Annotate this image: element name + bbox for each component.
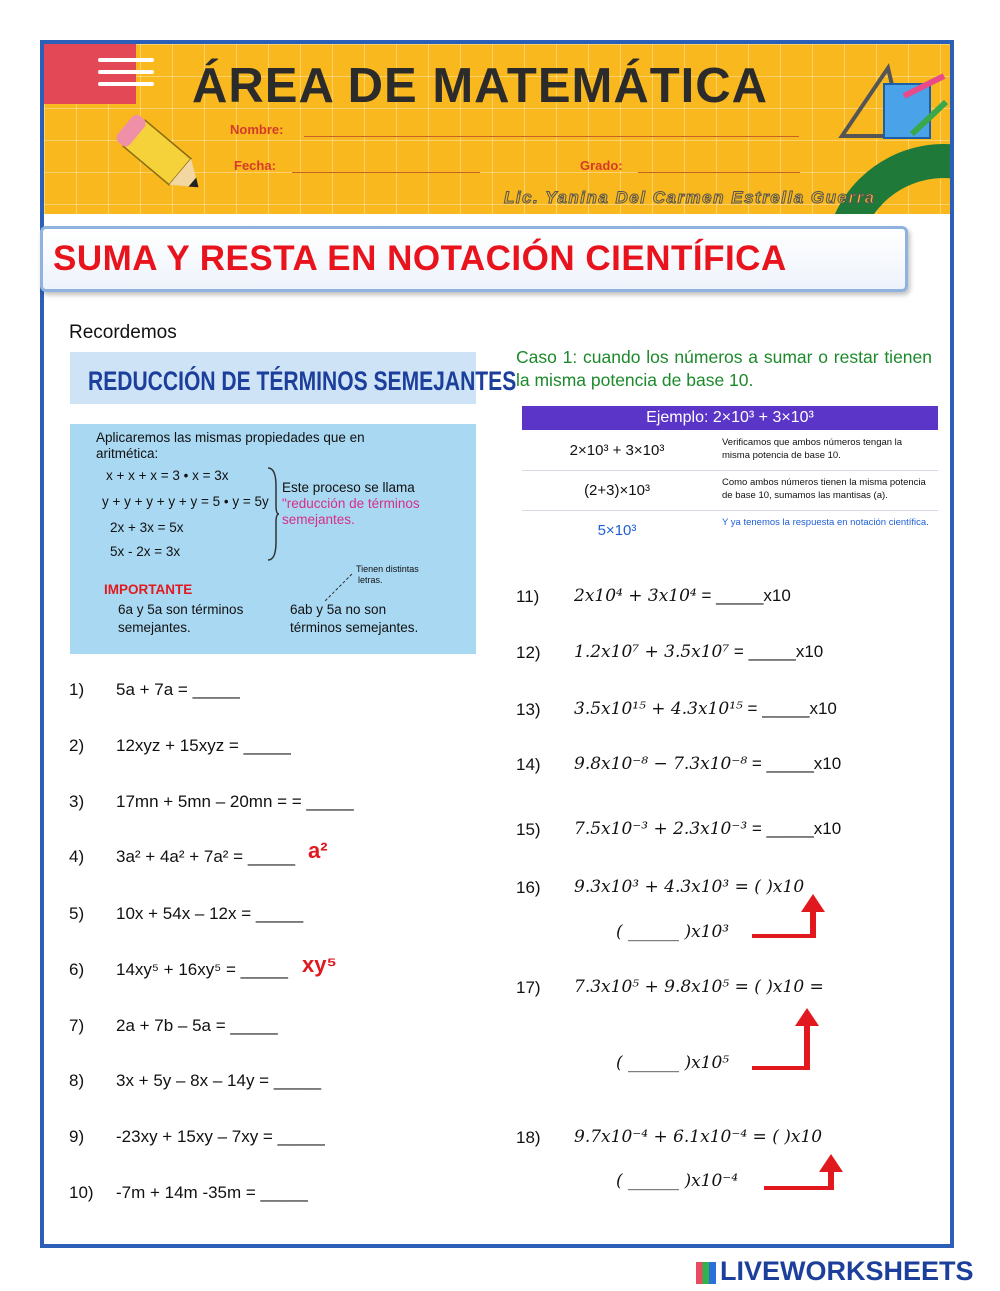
menu-icon[interactable] [98, 58, 154, 62]
grado-label: Grado: [580, 158, 623, 173]
ejemplo-expr: 5×10³ [597, 522, 637, 539]
exercise-5[interactable]: 10x + 54x – 12x = _____ [116, 904, 304, 923]
topic-title: SUMA Y RESTA EN NOTACIÓN CIENTÍFICA [53, 239, 787, 278]
arrow-base [752, 934, 816, 938]
exercise-15[interactable]: 7.5x10⁻³ + 2.3x10⁻³ = _____x10 [574, 819, 842, 839]
importante-label: IMPORTANTE [104, 582, 193, 597]
exercise-12[interactable]: 1.2x10⁷ + 3.5x10⁷ = _____x10 [574, 642, 824, 662]
footer-brand [696, 1256, 974, 1287]
ejemplo-header: Ejemplo: 2×10³ + 3×10³ [522, 406, 938, 430]
exercise-number: 7) [69, 1016, 85, 1035]
exercise-number: 5) [69, 904, 85, 923]
exercise-number: 8) [69, 1071, 85, 1090]
exercise-16-answer[interactable]: ( ______ )x10³ [616, 922, 730, 942]
rule-example-3: 2x + 3x = 5x [110, 520, 184, 535]
reduccion-title-box [70, 352, 517, 404]
ejemplo-note: Verificamos que ambos números tengan la misma potencia de base 10. [722, 437, 903, 461]
exercise-10[interactable]: -7m + 14m -35m = _____ [116, 1183, 308, 1202]
caso-1-text: Caso 1: cuando los números a sumar o restar tienen la misma potencia de base 10. [516, 347, 932, 390]
menu-icon-line [98, 82, 154, 86]
geometry-tools-icon [834, 56, 950, 146]
exercise-13[interactable]: 3.5x10¹⁵ + 4.3x10¹⁵ = _____x10 [574, 699, 837, 719]
arrow-icon [810, 910, 816, 936]
reduccion-rules [70, 424, 476, 654]
exercise-number: 9) [69, 1127, 85, 1146]
exercise-number: 2) [69, 736, 85, 755]
exercise-number: 14) [516, 755, 541, 774]
hint-4: a² [308, 838, 328, 863]
brace-icon [266, 466, 280, 562]
exercise-2[interactable]: 12xyz + 15xyz = _____ [116, 736, 291, 755]
fecha-label: Fecha: [234, 158, 276, 173]
importante-2b: términos semejantes. [290, 620, 419, 635]
exercise-7[interactable]: 2a + 7b – 5a = _____ [116, 1016, 278, 1035]
ejemplo-note: Como ambos números tienen la misma potencia de base 10, sumamos las mantisas (a). [722, 477, 926, 501]
ejemplo-row [522, 432, 938, 471]
exercise-17-answer[interactable]: ( ______ )x10⁵ [616, 1053, 730, 1073]
exercise-number: 6) [69, 960, 85, 979]
exercise-number: 16) [516, 878, 541, 897]
menu-icon-line [98, 70, 154, 74]
ejemplo-expr: 2×10³ + 3×10³ [569, 442, 665, 459]
header [44, 44, 950, 214]
ejemplo-row [522, 472, 938, 511]
nombre-field[interactable] [304, 136, 799, 137]
exercise-17[interactable]: 7.3x10⁵ + 9.8x10⁵ = ( )x10 = [574, 977, 824, 997]
ejemplo-row [522, 512, 938, 550]
rule-example-2: y + y + y + y + y = 5 • y = 5y [102, 494, 269, 509]
rule-intro-2: aritmética: [96, 446, 159, 461]
exercise-9[interactable]: -23xy + 15xy – 7xy = _____ [116, 1127, 325, 1146]
pencil-icon [104, 108, 214, 208]
arrow-base [764, 1186, 834, 1190]
exercise-16[interactable]: 9.3x10³ + 4.3x10³ = ( )x10 [574, 877, 805, 897]
exercise-18-answer[interactable]: ( ______ )x10⁻⁴ [616, 1171, 739, 1191]
arrow-head [819, 1154, 843, 1172]
arrow-icon [804, 1024, 810, 1068]
menu-block[interactable] [44, 44, 136, 104]
ejemplo-note: Y ya tenemos la respuesta en notación científica. [722, 517, 929, 528]
exercise-8[interactable]: 3x + 5y – 8x – 14y = _____ [116, 1071, 322, 1090]
exercise-number: 13) [516, 700, 541, 719]
exercise-number: 18) [516, 1128, 541, 1147]
footer-text: LIVEWORKSHEETS [720, 1256, 974, 1286]
letras-note: letras. [358, 575, 383, 585]
exercise-4[interactable]: 3a² + 4a² + 7a² = _____ [116, 847, 296, 866]
proceso-line-2: "reducción de términos [282, 496, 420, 511]
exercise-number: 17) [516, 978, 541, 997]
author-name: Lic. Yanina Del Carmen Estrella Guerra [504, 188, 876, 207]
exercise-number: 12) [516, 643, 541, 662]
exercise-18[interactable]: 9.7x10⁻⁴ + 6.1x10⁻⁴ = ( )x10 [574, 1127, 823, 1147]
rule-example-4: 5x - 2x = 3x [110, 544, 181, 559]
ejemplo-expr: (2+3)×10³ [584, 482, 650, 499]
exercise-number: 10) [69, 1183, 94, 1202]
proceso-line-1: Este proceso se llama [282, 480, 415, 495]
page-title: ÁREA DE MATEMÁTICA [192, 59, 769, 113]
nombre-label: Nombre: [230, 122, 284, 137]
exercise-number: 11) [516, 587, 540, 606]
brand-logo-icon [696, 1262, 716, 1284]
fecha-field[interactable] [292, 172, 480, 173]
reduccion-title: REDUCCIÓN DE TÉRMINOS SEMEJANTES [88, 366, 517, 396]
importante-1a: 6a y 5a son términos [118, 602, 244, 617]
exercise-6[interactable]: 14xy⁵ + 16xy⁵ = _____ [116, 960, 288, 979]
exercise-number: 4) [69, 847, 85, 866]
proceso-line-3: semejantes. [282, 512, 355, 527]
tienen-note: Tienen distintas [356, 564, 419, 574]
exercise-11[interactable]: 2x10⁴ + 3x10⁴ = _____x10 [574, 586, 791, 606]
exercise-14[interactable]: 9.8x10⁻⁸ − 7.3x10⁻⁸ = _____x10 [574, 754, 842, 774]
importante-2a: 6ab y 5a no son [290, 602, 387, 617]
arrow-head [801, 894, 825, 912]
rule-example-1: x + x + x = 3 • x = 3x [106, 468, 229, 483]
exercise-1[interactable]: 5a + 7a = _____ [116, 680, 240, 699]
exercise-number: 3) [69, 792, 85, 811]
grado-field[interactable] [638, 172, 800, 173]
exercise-3[interactable]: 17mn + 5mn – 20mn = = _____ [116, 792, 354, 811]
rule-intro: Aplicaremos las mismas propiedades que en [96, 430, 365, 445]
arrow-head [795, 1008, 819, 1026]
exercise-number: 1) [69, 680, 85, 699]
topic-banner [40, 226, 908, 292]
recordemos-label: Recordemos [69, 322, 177, 343]
hint-6: xy⁵ [302, 952, 337, 977]
importante-1b: semejantes. [118, 620, 191, 635]
exercise-number: 15) [516, 820, 541, 839]
arrow-base [752, 1066, 810, 1070]
